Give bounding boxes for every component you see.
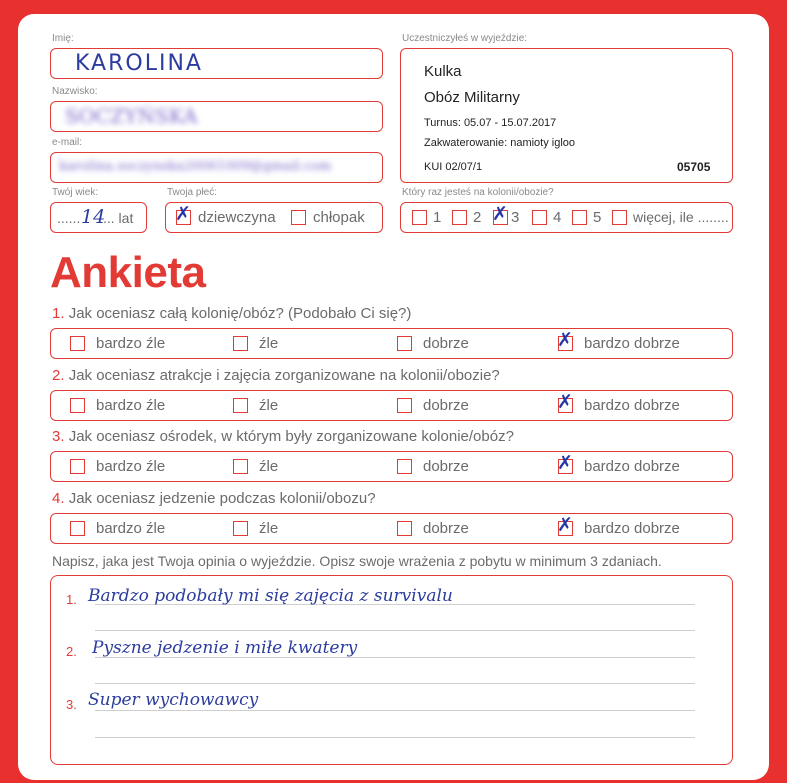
trip-option-2: 2 xyxy=(473,209,482,226)
rating-option-label: bardzo źle xyxy=(96,458,166,475)
answer-number: 1. xyxy=(66,592,77,607)
rating-checkbox[interactable] xyxy=(557,329,573,351)
answer-line xyxy=(95,630,695,631)
rating-checkbox[interactable] xyxy=(557,514,573,536)
answer-text: Bardzo podobały mi się zajęcia z survivalu xyxy=(88,586,453,606)
rating-checkbox[interactable] xyxy=(397,336,412,351)
rating-checkbox[interactable] xyxy=(397,398,412,413)
rating-option-label: źle xyxy=(259,397,279,414)
trip-option-1: 1 xyxy=(433,209,442,226)
rating-checkbox[interactable] xyxy=(233,521,248,536)
question-text xyxy=(52,367,500,384)
camp-type: Obóz Militarny xyxy=(424,89,520,106)
rating-option-label: dobrze xyxy=(423,458,469,475)
camp-number: 05705 xyxy=(677,160,711,174)
answer-line xyxy=(95,737,695,738)
trips-label: Który raz jesteś na kolonii/obozie? xyxy=(402,187,554,198)
rating-checkbox[interactable] xyxy=(233,336,248,351)
camp-accommodation: Zakwaterowanie: namioty igloo xyxy=(424,137,576,149)
rating-row xyxy=(50,328,733,359)
surname-label: Nazwisko: xyxy=(52,86,98,97)
question-text xyxy=(52,305,411,322)
rating-option-label: bardzo źle xyxy=(96,520,166,537)
surname-value: SOCZYŃSKA xyxy=(65,104,198,128)
rating-checkbox[interactable] xyxy=(233,398,248,413)
rating-option-label: dobrze xyxy=(423,520,469,537)
check-mark-icon: ✗ xyxy=(557,329,573,351)
name-value: KAROLINA xyxy=(75,51,203,76)
email-value: karolina.soczynska20061009@gmail.com xyxy=(59,159,332,174)
question-label: Jak oceniasz jedzenie podczas kolonii/obozu? xyxy=(68,490,376,507)
check-mark-icon: ✗ xyxy=(557,452,573,474)
trips-field xyxy=(400,202,733,233)
age-suffix: ... lat xyxy=(103,210,134,226)
rating-checkbox[interactable] xyxy=(397,459,412,474)
trip-checkbox-2[interactable] xyxy=(452,210,467,225)
rating-option-label: źle xyxy=(259,335,279,352)
age-prefix: ...... xyxy=(57,210,81,226)
question-number: 3. xyxy=(52,428,65,445)
trip-checkbox-1[interactable] xyxy=(412,210,427,225)
camp-name: Kulka xyxy=(424,63,462,80)
rating-checkbox[interactable] xyxy=(397,521,412,536)
age-field[interactable] xyxy=(50,202,147,233)
rating-option-label: źle xyxy=(259,458,279,475)
answer-number: 2. xyxy=(66,644,77,659)
trip-option-3: 3 xyxy=(511,209,520,226)
check-mark-icon: ✗ xyxy=(175,203,191,225)
name-field[interactable] xyxy=(50,48,383,79)
rating-checkbox[interactable] xyxy=(70,521,85,536)
rating-option-label: bardzo dobrze xyxy=(584,397,680,414)
camp-turnus: Turnus: 05.07 - 15.07.2017 xyxy=(424,117,557,129)
answer-text: Pyszne jedzenie i miłe kwatery xyxy=(92,638,358,658)
trip-option-4: 4 xyxy=(553,209,562,226)
rating-checkbox[interactable] xyxy=(70,459,85,474)
question-number: 2. xyxy=(52,367,65,384)
question-text xyxy=(52,490,376,507)
page-title: Ankieta xyxy=(50,248,206,297)
rating-checkbox[interactable] xyxy=(70,398,85,413)
age-value: 14 xyxy=(81,206,106,228)
camp-code: KUI 02/07/1 xyxy=(424,161,483,173)
question-label: Jak oceniasz całą kolonię/obóz? (Podobało Ci się?) xyxy=(68,305,412,322)
age-label: Twój wiek: xyxy=(52,187,99,198)
answer-line xyxy=(95,710,695,711)
camp-label: Uczestniczyłeś w wyjeździe: xyxy=(402,33,528,44)
rating-checkbox[interactable] xyxy=(233,459,248,474)
question-number: 1. xyxy=(52,305,65,322)
rating-row xyxy=(50,451,733,482)
question-number: 4. xyxy=(52,490,65,507)
name-label: Imię: xyxy=(52,33,74,44)
gender-label: Twoja płeć: xyxy=(167,187,218,198)
rating-row xyxy=(50,390,733,421)
gender-checkbox-girl[interactable] xyxy=(175,203,191,225)
trip-checkbox-3[interactable] xyxy=(492,203,508,225)
answer-line xyxy=(95,683,695,684)
camp-info-box xyxy=(400,48,733,183)
question-text xyxy=(52,428,514,445)
gender-option-girl: dziewczyna xyxy=(198,209,276,226)
opinion-prompt: Napisz, jaka jest Twoja opinia o wyjeździe. Opisz swoje wrażenia z pobytu w minimum 3 zdaniach. xyxy=(52,553,662,569)
rating-option-label: dobrze xyxy=(423,335,469,352)
question-label: Jak oceniasz ośrodek, w którym były zorganizowane kolonie/obóz? xyxy=(68,428,514,445)
rating-option-label: dobrze xyxy=(423,397,469,414)
surname-field[interactable] xyxy=(50,101,383,132)
email-label: e-mail: xyxy=(52,137,83,148)
check-mark-icon: ✗ xyxy=(557,514,573,536)
trip-checkbox-5[interactable] xyxy=(572,210,587,225)
answer-number: 3. xyxy=(66,697,77,712)
email-field[interactable] xyxy=(50,152,383,183)
rating-option-label: bardzo dobrze xyxy=(584,458,680,475)
check-mark-icon: ✗ xyxy=(492,203,508,225)
rating-option-label: bardzo źle xyxy=(96,397,166,414)
trip-checkbox-4[interactable] xyxy=(532,210,547,225)
trip-option-more: więcej, ile ........ xyxy=(633,209,729,225)
trip-checkbox-more[interactable] xyxy=(612,210,627,225)
rating-option-label: bardzo dobrze xyxy=(584,335,680,352)
rating-row xyxy=(50,513,733,544)
trip-option-5: 5 xyxy=(593,209,602,226)
gender-checkbox-boy[interactable] xyxy=(291,210,306,225)
rating-option-label: bardzo dobrze xyxy=(584,520,680,537)
rating-option-label: bardzo źle xyxy=(96,335,166,352)
rating-checkbox[interactable] xyxy=(70,336,85,351)
rating-checkbox[interactable] xyxy=(557,391,573,413)
answer-text: Super wychowawcy xyxy=(88,690,259,710)
rating-option-label: źle xyxy=(259,520,279,537)
rating-checkbox[interactable] xyxy=(557,452,573,474)
gender-option-boy: chłopak xyxy=(313,209,365,226)
question-label: Jak oceniasz atrakcje i zajęcia zorganizowane na kolonii/obozie? xyxy=(68,367,500,384)
gender-field xyxy=(165,202,383,233)
check-mark-icon: ✗ xyxy=(557,391,573,413)
